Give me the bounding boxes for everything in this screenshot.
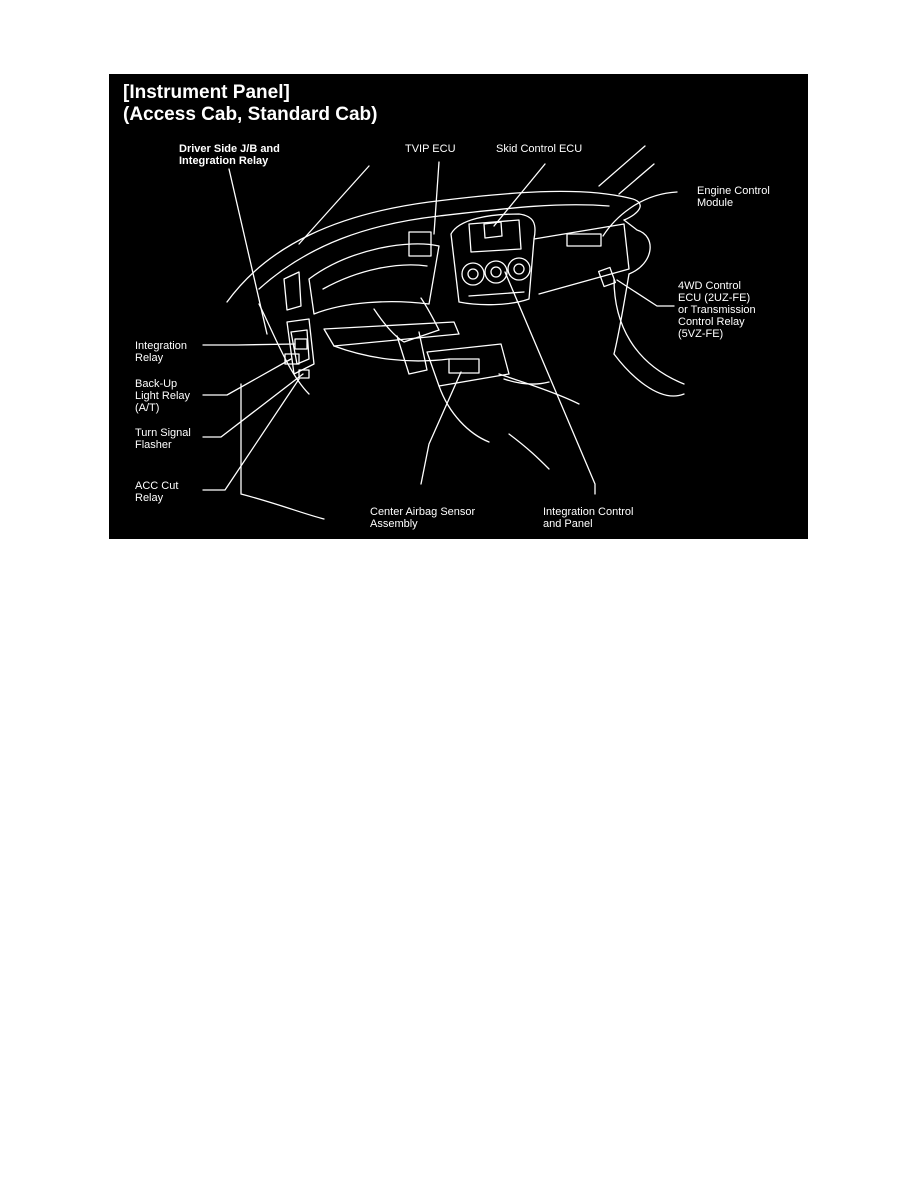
label-center-airbag-sensor: Center Airbag Sensor Assembly: [370, 506, 476, 530]
instrument-panel-figure: [109, 74, 808, 539]
label-backup-light-relay: Back-Up Light Relay (A/T): [135, 378, 191, 414]
label-integration-relay: Integration Relay: [135, 340, 187, 364]
leader-tvip: [434, 162, 439, 234]
control-knob-center: [485, 261, 507, 283]
figure-title: [Instrument Panel]: [123, 82, 290, 103]
seat-line: [509, 434, 549, 469]
skid-ecu-box: [484, 222, 502, 238]
control-knob-right: [508, 258, 530, 280]
center-console: [427, 344, 509, 386]
center-console-lower: [439, 386, 489, 442]
dashboard-top-outline: [227, 191, 640, 302]
leader-ecm: [603, 192, 677, 236]
floor-right: [614, 354, 684, 396]
leader-backup-relay: [203, 359, 291, 395]
leader-skid: [494, 164, 545, 226]
control-knob-left: [462, 263, 484, 285]
leader-integration-relay: [203, 344, 295, 345]
label-turn-signal-flasher: Turn Signal Flasher: [135, 427, 191, 451]
leader-turn-signal: [203, 374, 303, 437]
right-door-line: [614, 279, 684, 384]
jb-box-inner: [291, 330, 309, 364]
airbag-sensor-box: [449, 359, 479, 373]
jb-box: [287, 319, 314, 374]
4wd-control-ecu-box: [599, 267, 616, 286]
windshield-edge: [624, 220, 650, 274]
floor-tunnel: [499, 374, 579, 404]
label-driver-side-jb: Driver Side J/B and Integration Relay: [179, 143, 280, 167]
leader-driver-jb: [229, 169, 267, 334]
cluster-hood: [309, 244, 439, 314]
knee-panel: [324, 322, 459, 346]
center-stack-outline: [451, 214, 535, 305]
label-tvip-ecu: TVIP ECU: [405, 143, 456, 155]
label-integration-control-panel: Integration Control and Panel: [543, 506, 634, 530]
a-pillar-right-2: [619, 164, 654, 194]
figure-subtitle: (Access Cab, Standard Cab): [123, 104, 378, 125]
relay-block-1: [295, 339, 307, 349]
label-engine-control-module: Engine Control Module: [697, 185, 770, 209]
leader-airbag: [421, 372, 461, 484]
engine-control-module-box: [567, 234, 601, 246]
shifter: [504, 379, 549, 384]
left-vent: [284, 272, 301, 310]
label-acc-cut-relay: ACC Cut Relay: [135, 480, 179, 504]
label-4wd-control-ecu: 4WD Control ECU (2UZ-FE) or Transmission Control Relay (5VZ-FE): [678, 280, 756, 340]
center-stack-slot: [469, 292, 524, 296]
a-pillar-right: [599, 146, 645, 186]
knee-panel-lower: [334, 346, 449, 361]
label-skid-control-ecu: Skid Control ECU: [496, 143, 583, 155]
cluster-inner: [323, 265, 427, 289]
